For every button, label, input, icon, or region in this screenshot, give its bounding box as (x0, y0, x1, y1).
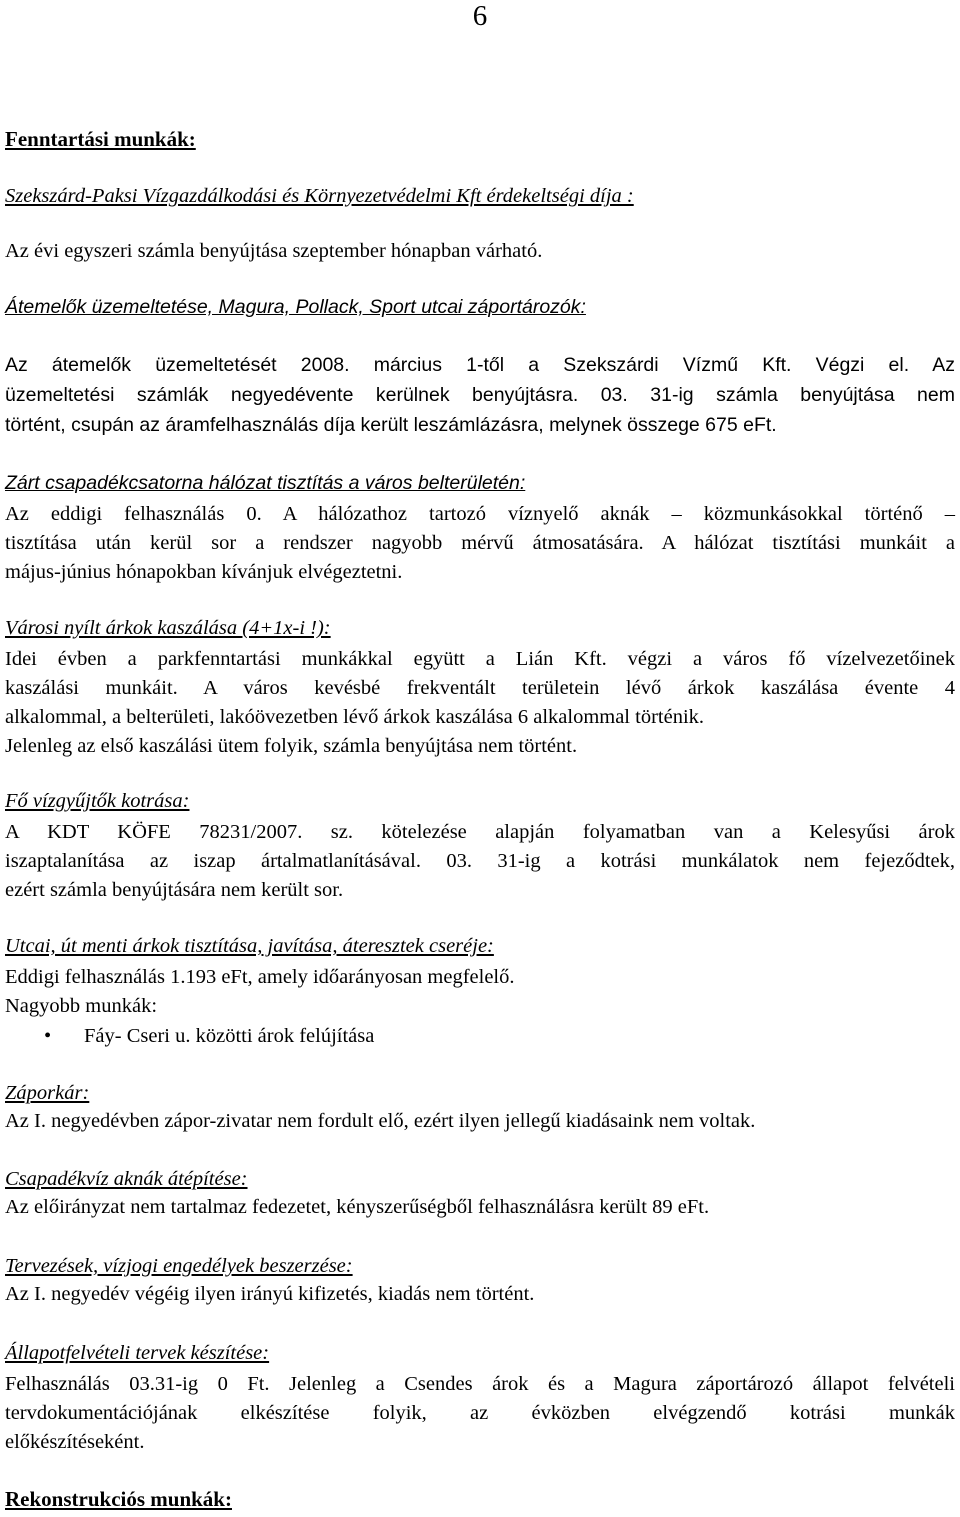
text-line: Az átemelők üzemeltetését 2008. március 1-től a Szekszárdi Vízmű Kft. Végzi el. Az (5, 354, 955, 376)
heading-maintenance: Fenntartási munkák: (5, 127, 196, 151)
text-line: iszaptalanítása az iszap ártalmatlanításával. 03. 31-ig a kotrási munkálatok nem fejeződtek, (5, 850, 955, 872)
heading-roadside-ditches: Utcai, út menti árkok tisztítása, javítása, áteresztek cseréje: (5, 935, 494, 957)
bullet-item (44, 1022, 374, 1051)
text-line: tervdokumentációjának elkészítése folyik, az évközben elvégzendő kotrási munkák (5, 1402, 955, 1424)
bullet-icon: • (44, 1025, 52, 1047)
heading-catchment-dredging: Fő vízgyűjtők kotrása: (5, 790, 190, 812)
text-line: kaszálási munkáit. A város kevésbé frekventált területein lévő árkok kaszálása évente 4 (5, 677, 955, 699)
heading-design-permits: Tervezések, vízjogi engedélyek beszerzése: (5, 1255, 353, 1277)
text-line: ezért számla benyújtására nem került sor. (5, 879, 344, 901)
paragraph-storm-damage: Az I. negyedévben zápor-zivatar nem fordult elő, ezért ilyen jellegű kiadásaink nem voltak. (5, 1110, 756, 1132)
text-line: Eddigi felhasználás 1.193 eFt, amely időarányosan megfelelő. (5, 966, 515, 988)
heading-pumping-stations: Átemelők üzemeltetése, Magura, Pollack, Sport utcai záportározók: (5, 296, 586, 318)
heading-ditch-mowing: Városi nyílt árkok kaszálása (4+1x-i !): (5, 617, 331, 639)
heading-reconstruction: Rekonstrukciós munkák: (5, 1487, 232, 1511)
bullet-text: Fáy- Cseri u. közötti árok felújítása (84, 1025, 375, 1047)
paragraph-survey-plans (5, 1370, 955, 1457)
text-line: tisztítása után kerül sor a rendszer nagyobb mérvű átmosatására. A hálózat tisztítási munkáit a (5, 532, 955, 554)
paragraph-ditch-mowing (5, 645, 955, 761)
text-line: Jelenleg az első kaszálási ütem folyik, számla benyújtása nem történt. (5, 735, 578, 757)
text-line: május-június hónapokban kívánjuk elvégeztetni. (5, 561, 403, 583)
text-line: üzemeltetési számlák negyedévente kerülnek benyújtásra. 03. 31-ig számla benyújtása nem (5, 384, 955, 406)
heading-water-management-fee: Szekszárd-Paksi Vízgazdálkodási és Környezetvédelmi Kft érdekeltségi díja : (5, 185, 634, 207)
heading-survey-plans: Állapotfelvételi tervek készítése: (5, 1342, 270, 1364)
heading-storm-sewer-cleaning: Zárt csapadékcsatorna hálózat tisztítás a város belterületén: (5, 472, 526, 494)
paragraph-roadside-ditches (5, 963, 955, 1021)
text-line: Az eddigi felhasználás 0. A hálózathoz tartozó víznyelő aknák – közmunkásokkal történő – (5, 503, 955, 525)
paragraph-catchment-dredging (5, 818, 955, 905)
text-line: A KDT KÖFE 78231/2007. sz. kötelezése alapján folyamatban van a Kelesyűsi árok (5, 821, 955, 843)
text-line: történt, csupán az áramfelhasználás díja került leszámlázásra, melynek összege 675 eFt. (5, 414, 777, 436)
text-line: Felhasználás 03.31-ig 0 Ft. Jelenleg a Csendes árok és a Magura záportározó állapot felvételi (5, 1373, 955, 1395)
paragraph-water-management-fee: Az évi egyszeri számla benyújtása szeptember hónapban várható. (5, 240, 543, 262)
paragraph-design-permits: Az I. negyedév végéig ilyen irányú kifizetés, kiadás nem történt. (5, 1283, 535, 1305)
text-line: előkészítéseként. (5, 1431, 145, 1453)
text-line: Nagyobb munkák: (5, 995, 158, 1017)
paragraph-pumping-stations (5, 350, 955, 440)
paragraph-manhole-rebuild: Az előirányzat nem tartalmaz fedezetet, kényszerűségből felhasználásra került 89 eFt. (5, 1196, 710, 1218)
heading-storm-damage: Záporkár: (5, 1082, 90, 1104)
text-line: alkalommal, a belterületi, lakóövezetben lévő árkok kaszálása 6 alkalommal történik. (5, 706, 705, 728)
heading-manhole-rebuild: Csapadékvíz aknák átépítése: (5, 1168, 248, 1190)
paragraph-storm-sewer-cleaning (5, 500, 955, 587)
text-line: Idei évben a parkfenntartási munkákkal együtt a Lián Kft. végzi a város fő vízelvezetőinek (5, 648, 955, 670)
page-number: 6 (472, 0, 488, 32)
